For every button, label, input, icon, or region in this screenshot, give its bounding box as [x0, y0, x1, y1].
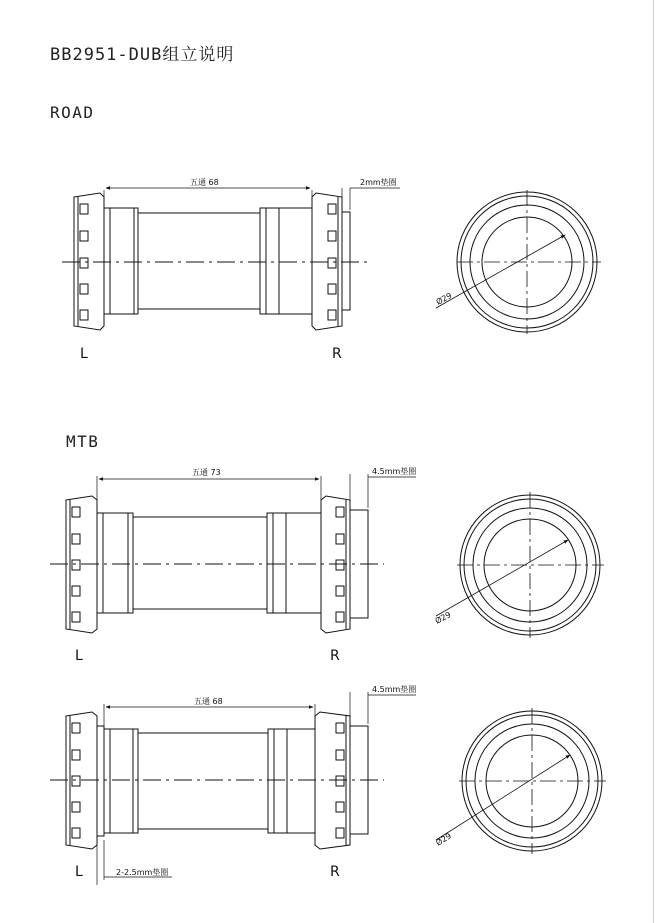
mtb68-right-label: R: [330, 864, 340, 880]
mtb68-bottom-bracket-side-view: [50, 692, 416, 885]
road-spacer-dimension: 2mm垫圈: [360, 178, 397, 187]
left-spacer: [97, 726, 104, 836]
mtb68-diameter-label: Ø29: [434, 831, 454, 848]
mtb-right-label: R: [330, 648, 340, 664]
spindle-tube: [133, 517, 267, 609]
mtb68-left-spacer-dimension: 2-2.5mm垫圈: [116, 868, 169, 877]
section-label-road: ROAD: [50, 103, 95, 122]
mtb-spacer-dimension: 4.5mm垫圈: [372, 467, 417, 476]
road-diameter-label: Ø29: [434, 291, 454, 307]
page-title: BB2951-DUB组立说明: [50, 45, 235, 65]
mtb68-spacer-dimension: 4.5mm垫圈: [372, 685, 417, 694]
right-bearing-housing: [260, 208, 312, 314]
mtb-shell-dimension: 五通 73: [192, 468, 221, 477]
right-bearing-housing: [268, 729, 315, 833]
mtb-cup-front-view: [436, 492, 604, 638]
road-bottom-bracket-side-view: [62, 188, 400, 330]
mtb68-cup-front-view: [436, 708, 606, 854]
right-spacer: [342, 212, 350, 310]
road-left-label: L: [80, 346, 88, 362]
right-bearing-housing: [267, 513, 321, 613]
mtb-left-label: L: [75, 648, 83, 664]
road-cup-front-view: [436, 190, 601, 334]
left-bearing-housing: [104, 208, 138, 314]
section-label-mtb: MTB: [66, 432, 100, 451]
mtb68-shell-dimension: 五通 68: [194, 697, 223, 706]
road-shell-dimension: 五通 68: [190, 178, 219, 187]
spindle-tube: [138, 733, 268, 829]
mtb68-left-label: L: [75, 864, 83, 880]
spindle-tube: [138, 213, 260, 309]
mtb-bottom-bracket-side-view: [50, 474, 416, 633]
mtb-diameter-label: Ø29: [433, 610, 453, 626]
road-right-label: R: [332, 346, 342, 362]
